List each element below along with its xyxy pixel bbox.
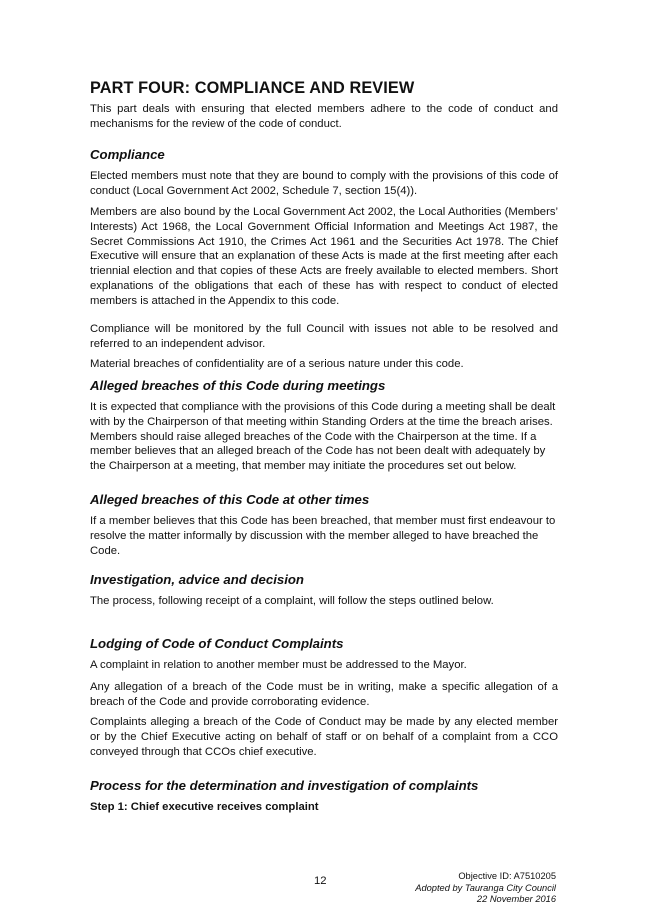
part-title: PART FOUR: COMPLIANCE AND REVIEW [90, 79, 415, 97]
adopted-date: 22 November 2016 [476, 894, 556, 905]
compliance-paragraph-3: Compliance will be monitored by the full Council with issues not able to be resolved and referred to an independent advisor. [90, 323, 558, 350]
section-heading-breaches-other: Alleged breaches of this Code at other times [90, 492, 370, 507]
objective-id: Objective ID: A7510205 [458, 871, 556, 881]
lodging-paragraph-2: Any allegation of a breach of the Code must be in writing, make a specific allegation of a breach of the Code and provide corroborating evidence. [90, 681, 558, 708]
lodging-paragraph-1: A complaint in relation to another member must be addressed to the Mayor. [90, 659, 467, 671]
section-heading-process: Process for the determination and investigation of complaints [90, 778, 479, 793]
lodging-paragraph-3: Complaints alleging a breach of the Code of Conduct may be made by any elected member or by the Chief Executive acting on behalf of staff or on behalf of a complaint from a CCO conveyed through that CCOs chief executive. [90, 716, 558, 758]
breaches-meetings-paragraph: It is expected that compliance with the provisions of this Code during a meeting shall be dealt with by the Chairperson of that meeting within Standing Orders at the time the breach arises. Members should raise alleged breaches of the Code with the Chairperson at the time. If a member believes that an alleged breach of the Code has not been dealt with adequately by the Chairperson at a meeting, that member may initiate the procedures set out below. [90, 401, 556, 473]
footer-metadata [415, 871, 556, 906]
compliance-paragraph-4: Material breaches of confidentiality are of a serious nature under this code. [90, 358, 464, 370]
compliance-paragraph-1: Elected members must note that they are bound to comply with the provisions of this code of conduct (Local Government Act 2002, Schedule 7, section 15(4)). [90, 170, 558, 197]
step-heading: Step 1: Chief executive receives complaint [90, 801, 319, 813]
compliance-paragraph-2: Members are also bound by the Local Government Act 2002, the Local Authorities (Members’ Interests) Act 1968, the Local Government Official Information and Meetings Act 1987, the Secret Commissions Act 1910, the Crimes Act 1961 and the Securities Act 1978. The Chief Executive will ensure that an explanation of these Acts is made at the first meeting after each triennial election and that copies of these Acts are freely available to elected members. Short explanations of the obligations that each of these has with respect to conduct of elected members is attached in the Appendix to this code. [90, 206, 558, 307]
investigation-paragraph: The process, following receipt of a complaint, will follow the steps outlined below. [90, 595, 494, 607]
intro-paragraph: This part deals with ensuring that elected members adhere to the code of conduct and mechanisms for the review of the code of conduct. [90, 103, 558, 130]
breaches-other-paragraph: If a member believes that this Code has been breached, that member must first endeavour to resolve the matter informally by discussion with the member alleged to have breached the Code. [90, 515, 556, 557]
adopted-by: Adopted by Tauranga City Council [415, 882, 556, 893]
section-heading-compliance: Compliance [90, 147, 165, 162]
section-heading-lodging: Lodging of Code of Conduct Complaints [90, 636, 344, 651]
section-heading-investigation: Investigation, advice and decision [90, 572, 304, 587]
page-number: 12 [314, 875, 327, 887]
section-heading-breaches-meetings: Alleged breaches of this Code during meetings [90, 378, 386, 393]
